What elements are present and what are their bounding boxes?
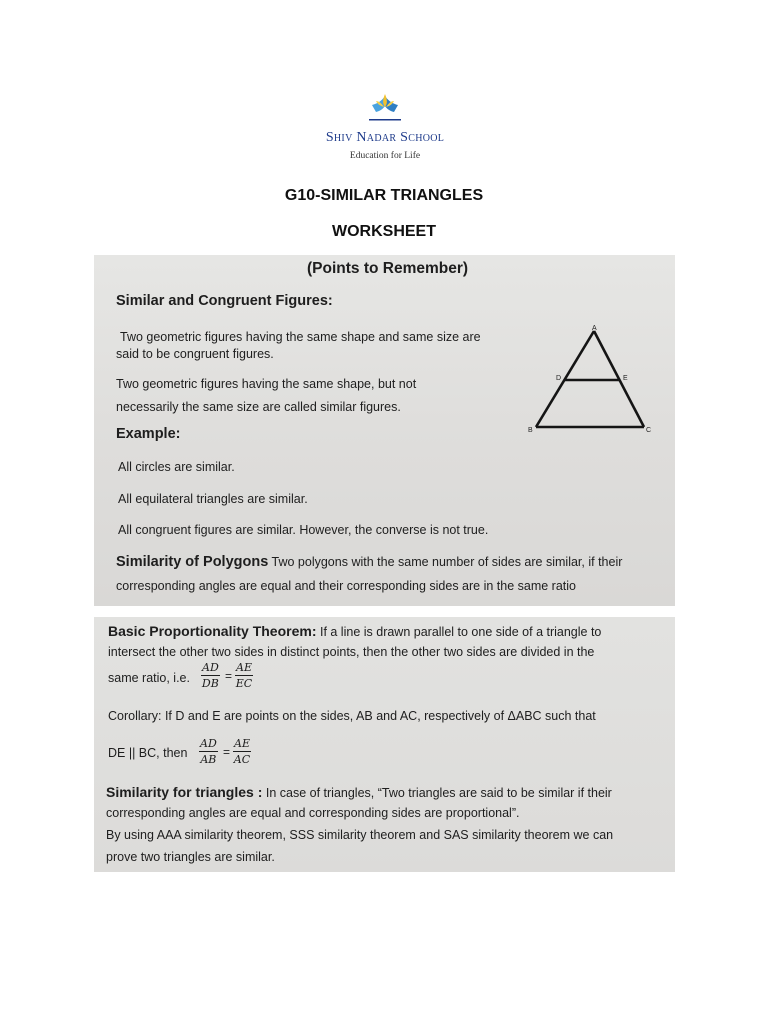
similar-definition-line2: necessarily the same size are called similar figures.: [116, 400, 401, 414]
school-tagline: Education for Life: [349, 151, 421, 161]
bpt-text: If a line is drawn parallel to one side of a triangle to: [319, 625, 602, 639]
example-heading: Example:: [116, 426, 181, 442]
bpt-title: Basic Proportionality Theorem:: [108, 623, 317, 639]
fraction-ae-ac: $\frac{AE}{AC}$: [233, 737, 251, 766]
polygons-text: Two polygons with the same number of sides are similar, if their: [271, 555, 623, 569]
triangles-line3: By using AAA similarity theorem, SSS similarity theorem and SAS similarity theorem we can: [106, 828, 614, 842]
vertex-b-label: B: [528, 427, 533, 434]
corollary-then: DE || BC, then: [108, 746, 188, 760]
congruent-definition-line1: Two geometric figures having the same shape and same size are: [120, 330, 481, 344]
vertex-e-label: E: [623, 375, 628, 382]
book-flame-logo-icon: [367, 92, 403, 126]
polygons-title: Similarity of Polygons: [116, 554, 269, 570]
triangles-line2: corresponding angles are equal and corresponding sides are proportional”.: [106, 806, 520, 820]
fraction-ad-ab: $\frac{AD}{AB}$: [200, 737, 217, 766]
document-subtitle: WORKSHEET: [332, 223, 436, 240]
school-name: Shiv Nadar School: [325, 130, 445, 145]
polygons-line1: [116, 554, 622, 570]
points-to-remember-panel: [94, 255, 675, 606]
example-item: All circles are similar.: [118, 460, 235, 474]
panel-heading: (Points to Remember): [307, 260, 469, 277]
triangles-line1: [106, 784, 612, 800]
triangles-line4: prove two triangles are similar.: [106, 850, 275, 864]
bpt-line3: same ratio, i.e.: [108, 671, 190, 685]
polygons-line2: corresponding angles are equal and their corresponding sides are in the same ratio: [116, 579, 577, 593]
example-item: All congruent figures are similar. However, the converse is not true.: [118, 523, 489, 537]
equals-sign: =: [225, 669, 233, 683]
similar-congruent-heading: Similar and Congruent Figures:: [116, 293, 333, 309]
bpt-line2: intersect the other two sides in distinct points, then the other two sides are divided in the: [108, 645, 595, 659]
bpt-line1: [108, 623, 601, 639]
congruent-definition-line2: said to be congruent figures.: [116, 347, 274, 361]
school-logo: [305, 88, 465, 170]
similar-definition-line1: Two geometric figures having the same shape, but not: [116, 377, 417, 391]
vertex-a-label: A: [592, 325, 597, 332]
example-item: All equilateral triangles are similar.: [118, 492, 308, 506]
vertex-c-label: C: [646, 427, 652, 434]
theorems-panel: [94, 617, 675, 872]
vertex-d-label: D: [556, 375, 562, 382]
triangles-text: In case of triangles, “Two triangles are said to be similar if their: [265, 786, 612, 800]
fraction-ad-db: $\frac{AD}{DB}$: [201, 661, 219, 690]
corollary-line: Corollary: If D and E are points on the sides, AB and AC, respectively of ΔABC such that: [108, 709, 596, 723]
fraction-ae-ec: $\frac{AE}{EC}$: [235, 661, 253, 690]
triangles-title: Similarity for triangles :: [106, 784, 263, 800]
document-title: G10-SIMILAR TRIANGLES: [284, 187, 484, 204]
equals-sign: =: [223, 745, 231, 759]
triangle-diagram: [524, 323, 659, 438]
